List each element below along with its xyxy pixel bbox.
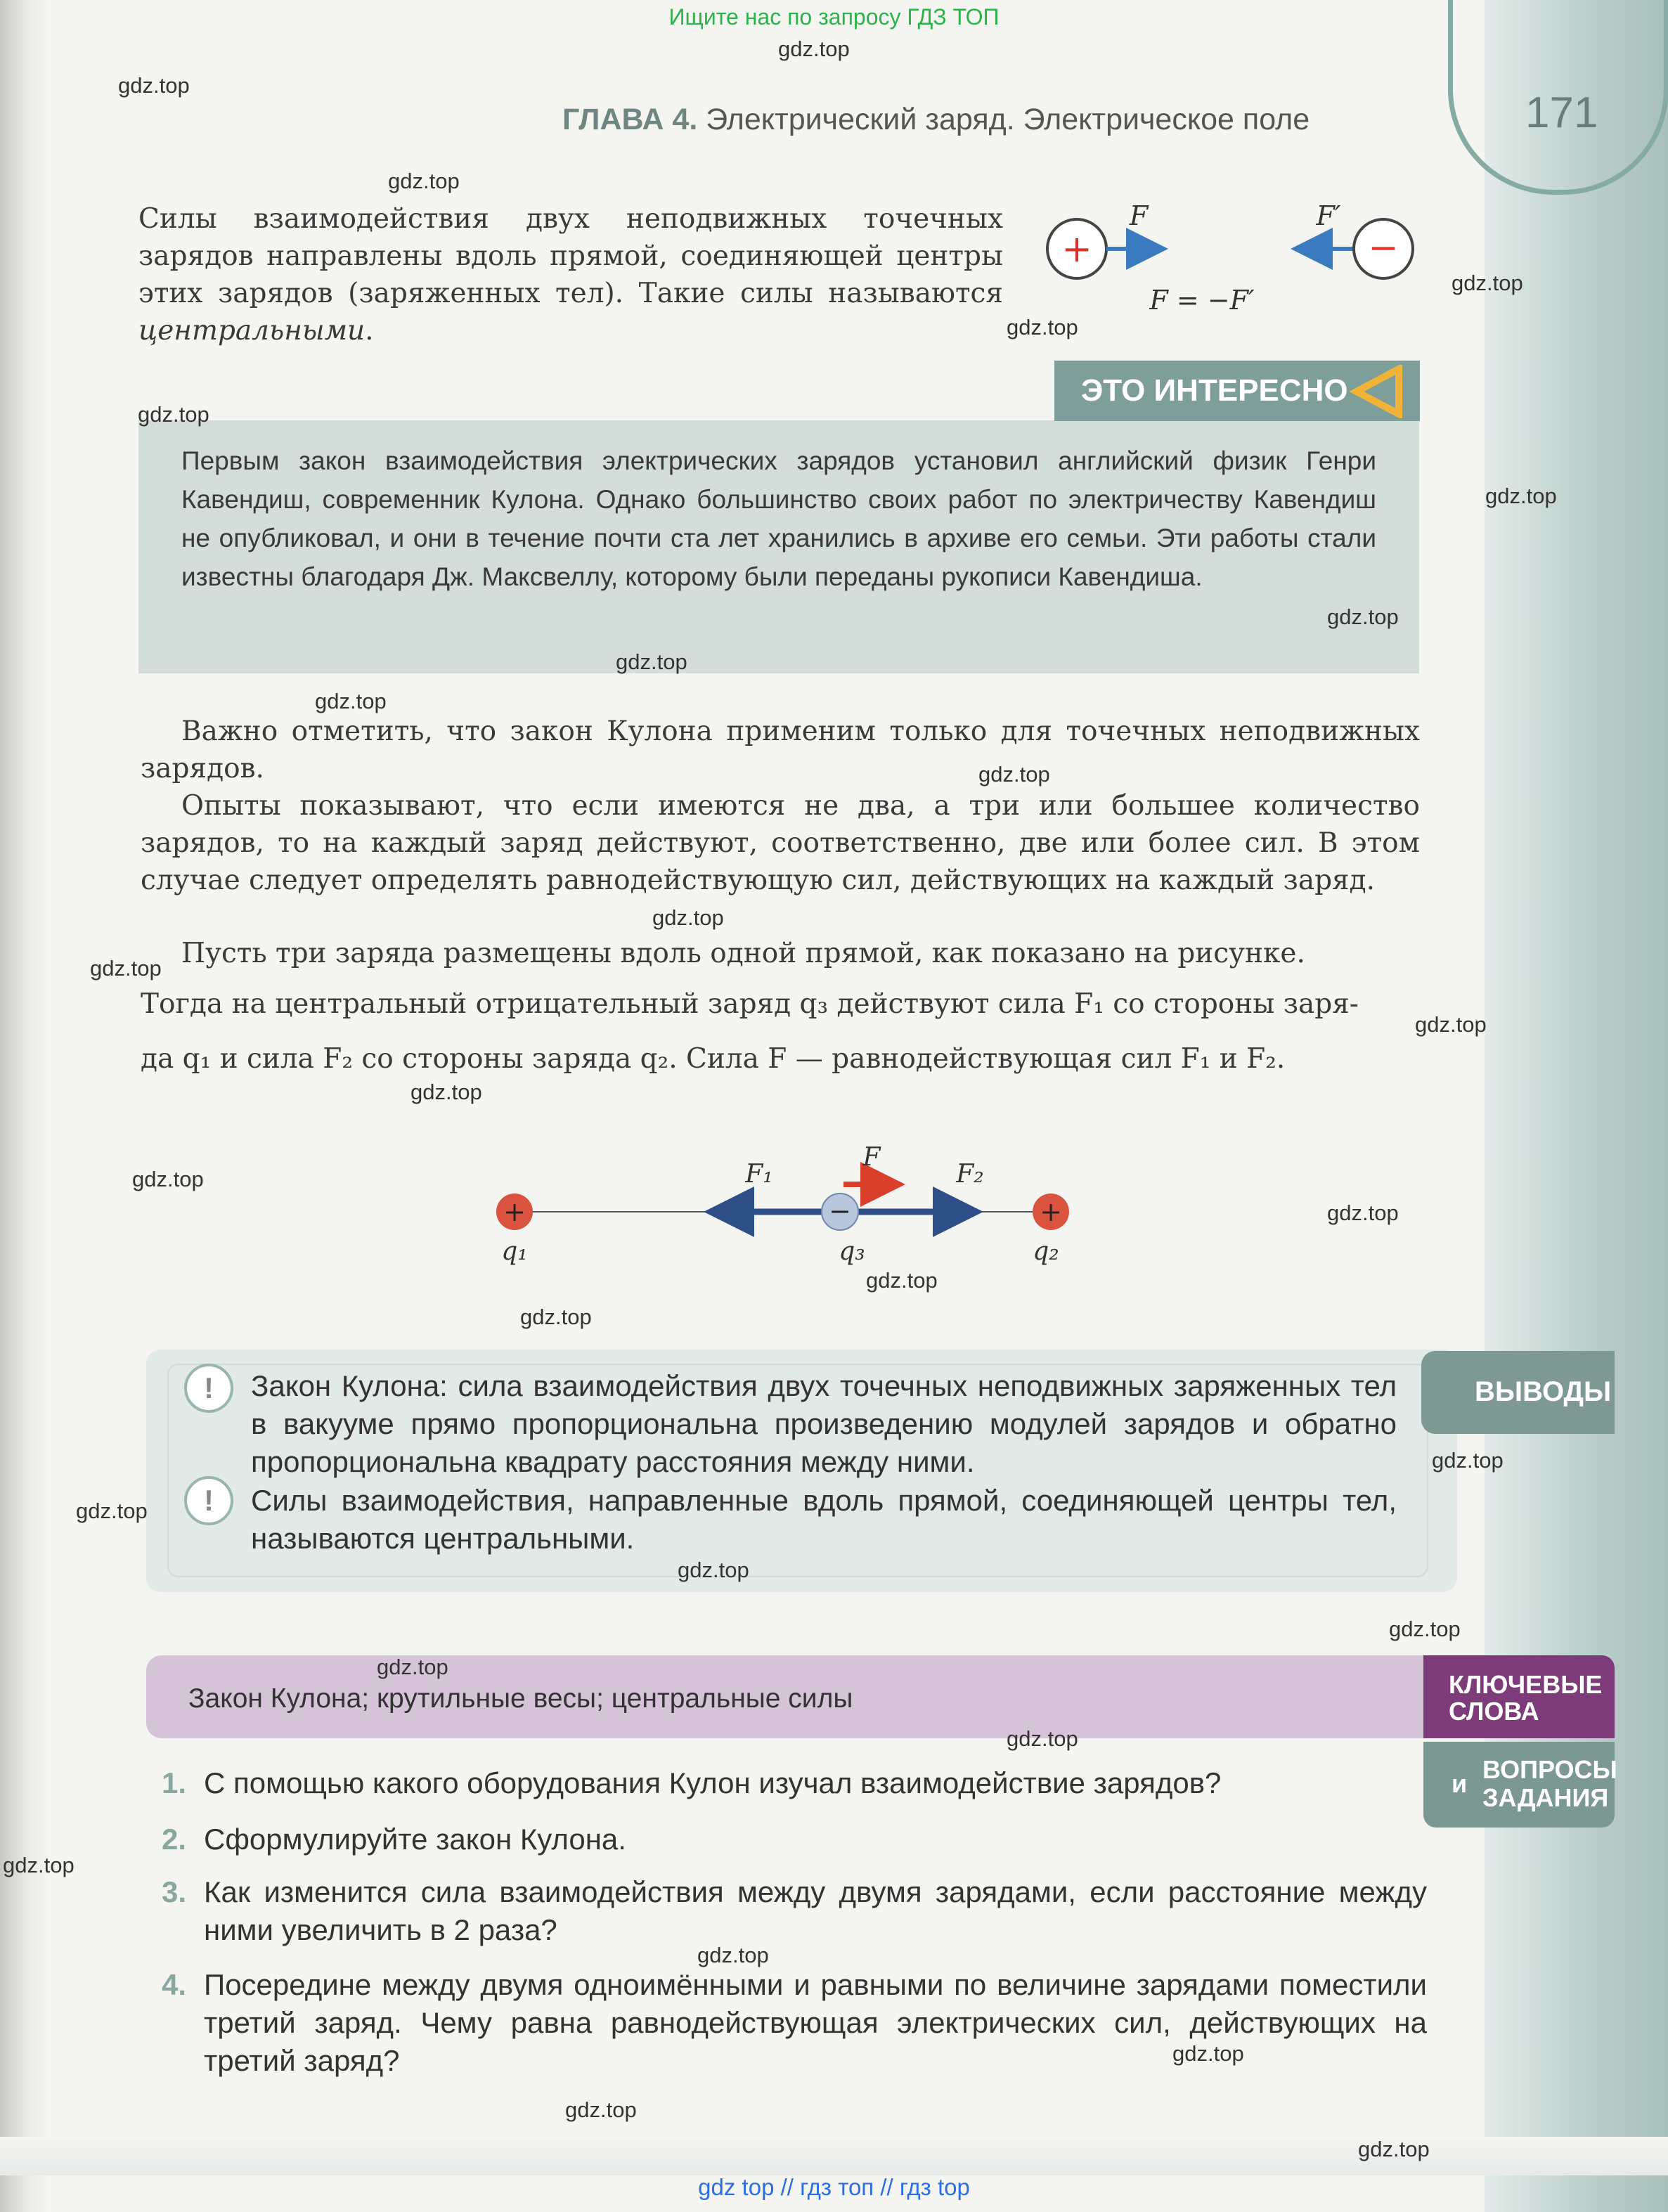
question-2 — [162, 1820, 1427, 1858]
watermark: gdz.top — [616, 649, 687, 674]
watermark: gdz.top — [90, 956, 162, 981]
watermark: gdz.top — [1327, 1201, 1399, 1225]
watermark: gdz.top — [1485, 484, 1557, 508]
watermark: gdz.top — [3, 1853, 75, 1877]
watermark: gdz.top — [1172, 2041, 1244, 2066]
watermark: gdz.top — [678, 1558, 749, 1582]
interesting-tab — [1054, 361, 1420, 421]
watermark: gdz.top — [978, 762, 1050, 787]
label-q3: q₃ — [839, 1237, 865, 1266]
charge-q1-sign: + — [503, 1196, 526, 1227]
page-margin-band — [1485, 0, 1668, 2212]
question-number: 4. — [162, 1968, 187, 2001]
question-number: 3. — [162, 1875, 187, 1908]
body-paragraph-2: Опыты показывают, что если имеются не два, а три или большее количество зарядов, то на каждый заряд действуют, соответственно, две или более сил. В этом случае следует определять равнодействующую сил, действующих на каждый заряд. — [141, 790, 1420, 896]
page-binding-shadow — [0, 0, 49, 2212]
questions-tab-conj: и — [1452, 1769, 1468, 1798]
watermark: gdz.top — [1432, 1448, 1504, 1473]
questions-tab-line2: ЗАДАНИЯ — [1482, 1783, 1609, 1812]
keywords-tab — [1423, 1655, 1615, 1738]
body-paragraph-3-line1: Пусть три заряда размещены вдоль одной прямой, как показано на рисунке. — [181, 938, 1305, 969]
figure-central-forces — [1033, 197, 1427, 330]
force-label-f-prime: F′ — [1316, 200, 1341, 231]
watermark: gdz.top — [1389, 1617, 1461, 1641]
conclusions-tab — [1421, 1351, 1615, 1434]
search-banner[interactable]: Ищите нас по запросу ГДЗ ТОП — [668, 4, 1000, 30]
watermark: gdz.top — [565, 2097, 637, 2122]
triangle-icon — [1350, 365, 1406, 418]
watermark: gdz.top — [377, 1655, 448, 1679]
watermark: gdz.top — [1452, 271, 1523, 295]
minus-sign: − — [1368, 227, 1399, 269]
chapter-label: ГЛАВА 4. — [562, 103, 698, 136]
watermark: gdz.top — [410, 1080, 482, 1104]
question-1 — [162, 1764, 1427, 1802]
intro-text: Силы взаимодействия двух неподвижных точечных зарядов направлены вдоль прямой, соединяющей центры этих зарядов (заряженных тел). Такие силы называются — [138, 203, 1003, 309]
questions-tab-line1: ВОПРОСЫ — [1482, 1755, 1617, 1784]
label-q1: q₁ — [501, 1237, 528, 1266]
watermark: gdz.top — [388, 169, 460, 193]
watermark: gdz.top — [76, 1499, 148, 1523]
chapter-title: Электрический заряд. Электрическое поле — [706, 103, 1310, 136]
label-f: F — [862, 1143, 881, 1172]
exclamation-icon: ! — [184, 1364, 233, 1413]
figure-three-charges — [478, 1139, 1097, 1279]
question-text: С помощью какого оборудования Кулон изучал взаимодействие зарядов? — [204, 1766, 1222, 1799]
watermark: gdz.top — [1415, 1012, 1487, 1037]
question-3 — [162, 1873, 1427, 1949]
interesting-text: Первым закон взаимодействия электрических зарядов установил английский физик Генри Кавендиш, современник Кулона. Однако большинство своих работ по электричеству Кавендиш не опубликовал, и они в течение почти ста лет хранились в архиве его семьи. Эти работы стали известны благодаря Дж. Максвеллу, которому были переданы рукописи Кавендиша. — [181, 446, 1376, 591]
watermark: gdz.top — [778, 37, 850, 61]
watermark: gdz.top — [118, 73, 190, 98]
question-text: Сформулируйте закон Кулона. — [204, 1823, 626, 1856]
keywords-tab-line2: СЛОВА — [1449, 1697, 1539, 1726]
force-equation: F = −F′ — [1149, 285, 1255, 316]
watermark: gdz.top — [1327, 604, 1399, 629]
label-f2: F₂ — [956, 1160, 984, 1189]
watermark: gdz.top — [315, 689, 387, 713]
conclusions-tab-label: ВЫВОДЫ — [1475, 1376, 1612, 1407]
question-number: 2. — [162, 1823, 187, 1856]
conclusion-item-1: Закон Кулона: сила взаимодействия двух точечных неподвижных заряженных тел в вакууме прямо пропорциональна произведению модулей зарядов и обратно пропорциональна квадрату расстояния между ними. — [251, 1369, 1397, 1478]
body-paragraph-3-line2: Тогда на центральный отрицательный заряд q₃ действуют сила F₁ со стороны заря- — [141, 988, 1359, 1020]
watermark: gdz.top — [697, 1943, 769, 1967]
chapter-header — [562, 103, 1310, 137]
label-q2: q₂ — [1033, 1237, 1059, 1266]
watermark: gdz.top — [866, 1268, 938, 1293]
question-text: Посередине между двумя одноимёнными и равными по величине зарядами поместили третий заряд. Чему равна равнодействующая электрических сил, действующих на третий заряд? — [204, 1968, 1427, 2077]
watermark: gdz.top — [520, 1305, 592, 1329]
intro-end: . — [365, 315, 374, 347]
intro-italic-term: центральными — [138, 315, 366, 347]
question-text: Как изменится сила взаимодействия между двумя зарядами, если расстояние между ними увеличить в 2 раза? — [204, 1875, 1427, 1946]
label-f1: F₁ — [745, 1160, 773, 1189]
force-label-f: F — [1129, 200, 1149, 231]
charge-q2-sign: + — [1040, 1196, 1062, 1227]
questions-tab — [1423, 1742, 1615, 1828]
watermark: gdz.top — [652, 905, 724, 930]
page-number: 171 — [1525, 89, 1598, 137]
conclusion-item-2: Силы взаимодействия, направленные вдоль прямой, соединяющей центры тел, называются центральными. — [251, 1484, 1397, 1555]
charge-q3-sign: − — [829, 1196, 851, 1227]
watermark: gdz.top — [132, 1167, 204, 1191]
keywords-tab-line1: КЛЮЧЕВЫЕ — [1449, 1670, 1603, 1699]
plus-sign: + — [1061, 228, 1092, 271]
exclamation-icon: ! — [184, 1476, 233, 1525]
body-paragraph-3-line3: да q₁ и сила F₂ со стороны заряда q₂. Сила F — равнодействующая сил F₁ и F₂. — [141, 1043, 1286, 1075]
watermark: gdz.top — [1007, 1726, 1078, 1751]
watermark: gdz.top — [1007, 315, 1078, 339]
interesting-tab-label: ЭТО ИНТЕРЕСНО — [1081, 373, 1348, 408]
watermark: gdz.top — [138, 402, 209, 427]
watermark: gdz.top — [1358, 2137, 1430, 2161]
intro-paragraph — [138, 200, 1003, 349]
footer-links[interactable]: gdz top // гдз топ // гдз top — [698, 2174, 970, 2200]
keywords-text: Закон Кулона; крутильные весы; центральные силы — [188, 1683, 853, 1714]
question-number: 1. — [162, 1766, 187, 1799]
body-paragraph-1: Важно отметить, что закон Кулона применим только для точечных неподвижных зарядов. — [141, 716, 1420, 784]
